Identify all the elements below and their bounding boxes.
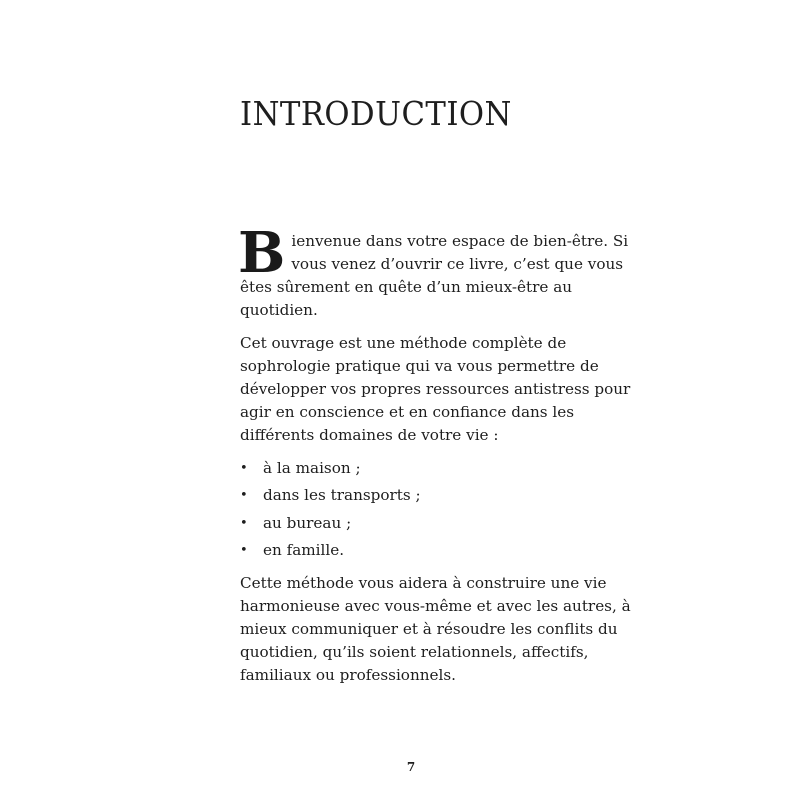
list-item: • en famille. [240,539,635,566]
list-item: • au bureau ; [240,512,635,539]
bullet-icon: • [240,542,248,558]
bullet-icon: • [240,488,248,504]
list-item: • à la maison ; [240,457,635,484]
list-item: • dans les transports ; [240,484,635,511]
intro-paragraph [238,220,635,322]
paragraph-2: Cet ouvrage est une méthode complète de sophrologie pratique qui va vous permettre de développer vos propres ressources antistress pour agir en conscience et en confiance dans les différents domaines de votre vie : [240,334,631,444]
body-text [238,220,635,697]
chapter-title: INTRODUCTION [240,94,512,133]
paragraph-3: Cette méthode vous aidera à construire une vie harmonieuse avec vous-même et avec les autres, à mieux communiquer et à résoudre les conflits du quotidien, qu’ils soient relationnels, affectifs, familiaux ou professionnels. [240,574,631,685]
intro-text: ienvenue dans votre espace de bien-être. Si vous venez d’ouvrir ce livre, c’est que vous êtes sûrement en quête d’un mieux-être au quotidien. [240,232,629,319]
bullet-list [240,457,635,566]
bullet-icon: • [240,461,248,476]
page-number: 7 [406,760,416,774]
bullet-icon: • [240,515,248,531]
drop-cap: B [238,220,286,286]
